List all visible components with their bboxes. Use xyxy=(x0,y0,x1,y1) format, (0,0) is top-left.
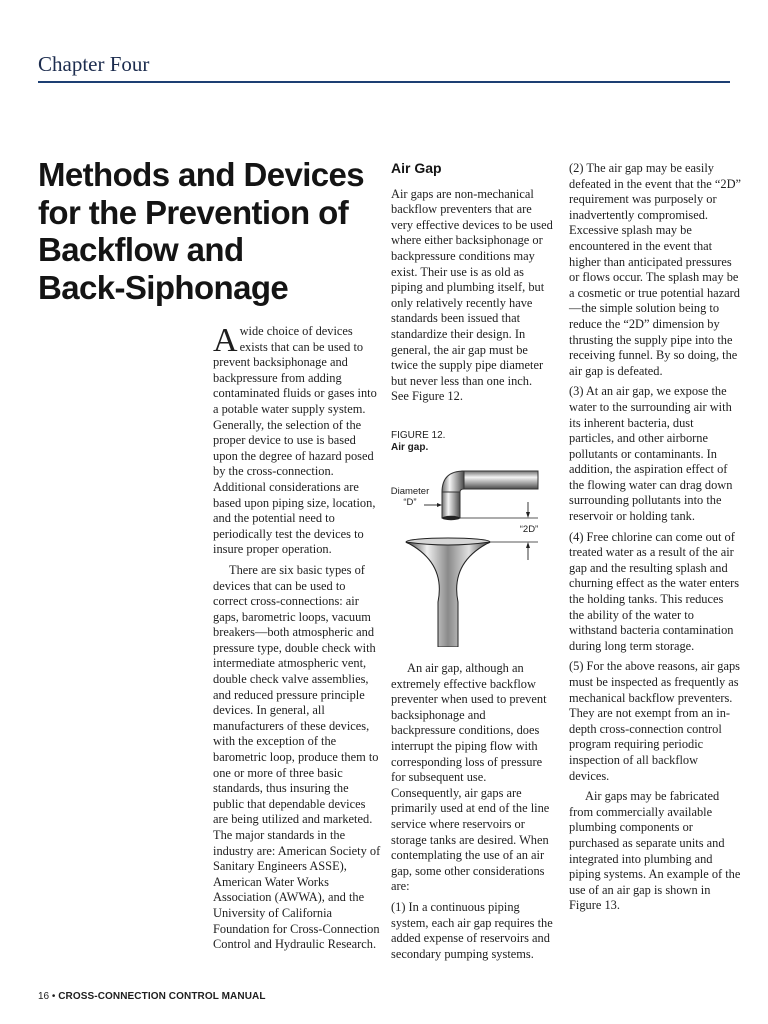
figure-label: FIGURE 12. xyxy=(391,430,446,441)
funnel-cone xyxy=(406,542,490,647)
column-air-gap-bottom xyxy=(391,661,553,967)
footer-bullet: • xyxy=(51,991,56,1002)
manual-title: CROSS-CONNECTION CONTROL MANUAL xyxy=(58,991,266,1002)
gap-label: “2D” xyxy=(519,524,539,535)
section-heading-air-gap: Air Gap xyxy=(391,160,442,176)
figure-caption xyxy=(391,430,445,454)
page-footer xyxy=(38,991,266,1002)
chapter-heading: Chapter Four xyxy=(38,52,150,76)
intro-paragraph-1 xyxy=(213,324,381,558)
title-line-1: Methods and Devices xyxy=(38,156,365,193)
drop-cap: A xyxy=(213,322,238,359)
supply-pipe-elbow xyxy=(442,471,464,492)
figure-title: Air gap. xyxy=(391,442,429,453)
page-number: 16 xyxy=(38,991,50,1002)
title-line-3: Backflow and xyxy=(38,231,244,268)
consideration-3: (3) At an air gap, we expose the water to the surrounding air with its inherent bacteria, dust particles, and other airborne pollutants or contaminants. In addition, the aspiration effect of the flowing water can drag down surrounding pollutants into the reservoir or holding tank. xyxy=(569,384,733,524)
page-title xyxy=(38,156,378,306)
supply-pipe-vertical xyxy=(442,492,460,518)
title-line-2: for the Prevention of xyxy=(38,193,349,231)
air-gap-paragraph-3: (1) In a continuous piping system, each air gap requires the added expense of reservoirs and secondary pumping systems. xyxy=(391,899,553,961)
header-rule xyxy=(38,81,730,83)
air-gap-paragraph-2: An air gap, although an extremely effective backflow preventer when used to prevent backsiphonage and backpressure conditions, does interrupt the piping flow with corresponding loss of pressure for subsequent use. Consequently, air gaps are primarily used at end of the line service where reservoirs or storage tanks are desired. When contemplating the use of an air gap, some other considerations are: xyxy=(391,661,550,894)
air-gap-paragraph-1: Air gaps are non-mechanical backflow preventers that are very effective devices to be used where either backsiphonage or backpressure conditions may exist. Their use is as old as piping and plumbing itself, but only relatively recently have standards been issued that standardize their design. In general, the air gap must be twice the supply pipe diameter but never less than one inch. See Figure 12. xyxy=(391,186,553,404)
consideration-2: (2) The air gap may be easily defeated in the event that the “2D” requirement was purposely or inadvertently compromised. Excessive splash may be encountered in the event that higher than anticipated pressures or flows occur. The splash may be a cosmetic or true potential hazard—the simple solution being to reduce the “2D” dimension by thrusting the supply pipe into the receiving funnel. By so doing, the air gap is defeated. xyxy=(569,161,742,378)
column-air-gap-top xyxy=(391,161,553,410)
consideration-4: (4) Free chlorine can come out of treated water as a result of the air gap and the resulting splash and churning effect as the water enters the holding tanks. This reduces the ability of the water to withstand bacteria contamination during long term storage. xyxy=(569,529,740,653)
supply-pipe-horizontal xyxy=(462,471,538,489)
column-considerations xyxy=(569,161,741,919)
intro-paragraph-1-text: wide choice of devices exists that can be used to prevent backsiphonage and backpressure from adding contaminated fluids or gases into a potable water supply system. Generally, the selection of the proper device to use is based upon the degree of hazard posed by the cross-connection. Additional considerations are based upon piping size, location, and the potential need to periodically test the devices to insure proper operation. xyxy=(213,324,377,557)
intro-paragraph-2: There are six basic types of devices that can be used to correct cross-connections: air gaps, barometric loops, vacuum breakers—both atmospheric and pressure type, double check with intermediate atmospheric vent, double check valve assemblies, and reduced pressure principle devices. In general, all manufacturers of these devices, with the exception of the barometric loop, produce them to one or more of three basic standards, thus insuring the public that dependable devices are being utilized and marketed. The major standards in the industry are: American Society of Sanitary Engineers ASSE), American Water Works Association (AWWA), and the University of California Foundation for Cross-Connection Control and Hydraulic Research. xyxy=(213,562,381,952)
title-line-4: Back-Siphonage xyxy=(38,268,289,306)
diameter-label: Diameter “D” xyxy=(390,486,430,508)
consideration-5: (5) For the above reasons, air gaps must be inspected as frequently as mechanical backflow preventers. They are not exempt from an in-depth cross-connection control program requiring periodic inspection of all backflow devices. xyxy=(569,659,741,783)
air-gap-figure xyxy=(388,462,558,647)
fabrication-paragraph: Air gaps may be fabricated from commercially available plumbing components or purchased as separate units and integrated into plumbing and piping systems. An example of the use of an air gap is shown in Figure 13. xyxy=(569,789,741,913)
column-intro xyxy=(213,324,381,958)
